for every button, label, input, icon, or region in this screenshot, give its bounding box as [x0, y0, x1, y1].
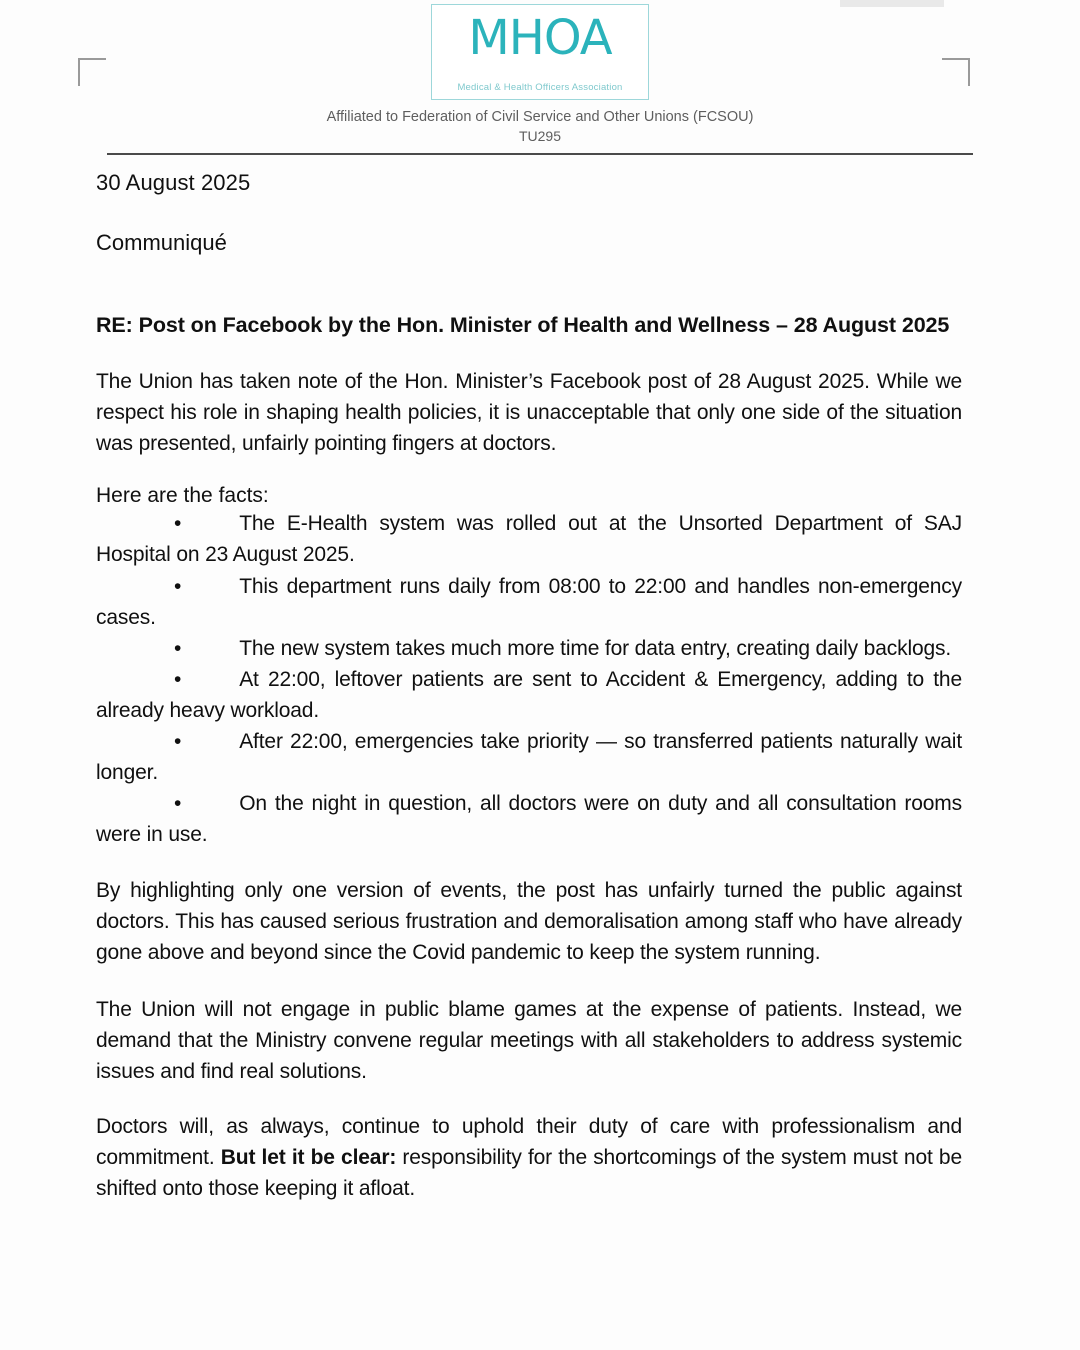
paragraph-closing-part1: Doctors will, as always, continue to uphold their duty of care with professionalism and commitment. — [96, 1114, 962, 1169]
bullet-icon: • — [174, 792, 182, 816]
tu-number-line: TU295 — [518, 128, 562, 144]
list-item — [96, 664, 962, 726]
logo-subtitle-text: Medical & Health Officers Association — [457, 82, 623, 93]
mhoa-logo — [431, 4, 649, 100]
paragraph-intro: The Union has taken note of the Hon. Minister’s Facebook post of 28 August 2025. While we respect his role in shaping health policies, it is unacceptable that only one side of the situation was presented, unfairly pointing fingers at doctors. — [96, 370, 962, 456]
paragraph-closing-emphasis: But let it be clear: — [220, 1145, 397, 1169]
facts-list — [96, 508, 962, 850]
affiliation-line: Affiliated to Federation of Civil Service and Other Unions (FCSOU) — [326, 109, 754, 125]
document-subject: RE: Post on Facebook by the Hon. Minister of Health and Wellness – 28 August 2025 — [96, 313, 950, 337]
bullet-icon: • — [174, 636, 182, 660]
letterhead-divider — [107, 153, 973, 155]
list-item — [96, 726, 962, 788]
bullet-icon: • — [174, 512, 182, 536]
list-item-text: On the night in question, all doctors were on duty and all consultation rooms were in use. — [96, 792, 962, 847]
bullet-icon: • — [174, 667, 182, 691]
paragraph-union-position: The Union will not engage in public blame games at the expense of patients. Instead, we demand that the Ministry convene regular meetings with all stakeholders to address systemic issues and find real solutions. — [96, 997, 962, 1083]
paragraph-closing-part2: responsibility for the shortcomings of the system must not be shifted onto those keeping it afloat. — [96, 1145, 962, 1200]
list-item-text: This department runs daily from 08:00 to 22:00 and handles non-emergency cases. — [96, 574, 962, 629]
paragraph-closing — [96, 1111, 962, 1204]
paragraph-public-impact: By highlighting only one version of events, the post has unfairly turned the public against doctors. This has caused serious frustration and demoralisation among staff who have already gone above and beyond since the Covid pandemic to keep the system running. — [96, 879, 962, 965]
bullet-icon: • — [174, 729, 182, 753]
document-type: Communiqué — [96, 230, 227, 255]
list-item — [96, 788, 962, 850]
document-date: 30 August 2025 — [96, 170, 251, 195]
facts-lead: Here are the facts: — [96, 484, 269, 508]
document-body — [96, 162, 962, 1204]
list-item — [96, 633, 962, 664]
list-item — [96, 508, 962, 570]
list-item-text: After 22:00, emergencies take priority — so transferred patients naturally wait longer. — [96, 729, 962, 785]
letterhead — [0, 0, 1080, 155]
list-item-text: The new system takes much more time for data entry, creating daily backlogs. — [239, 636, 952, 660]
bullet-icon: • — [174, 574, 182, 598]
list-item-text: At 22:00, leftover patients are sent to Accident & Emergency, adding to the already heavy workload. — [96, 667, 962, 722]
logo-wordmark-text: MHOA — [468, 10, 612, 66]
list-item-text: The E-Health system was rolled out at the Unsorted Department of SAJ Hospital on 23 August 2025. — [96, 512, 962, 567]
list-item — [96, 571, 962, 633]
